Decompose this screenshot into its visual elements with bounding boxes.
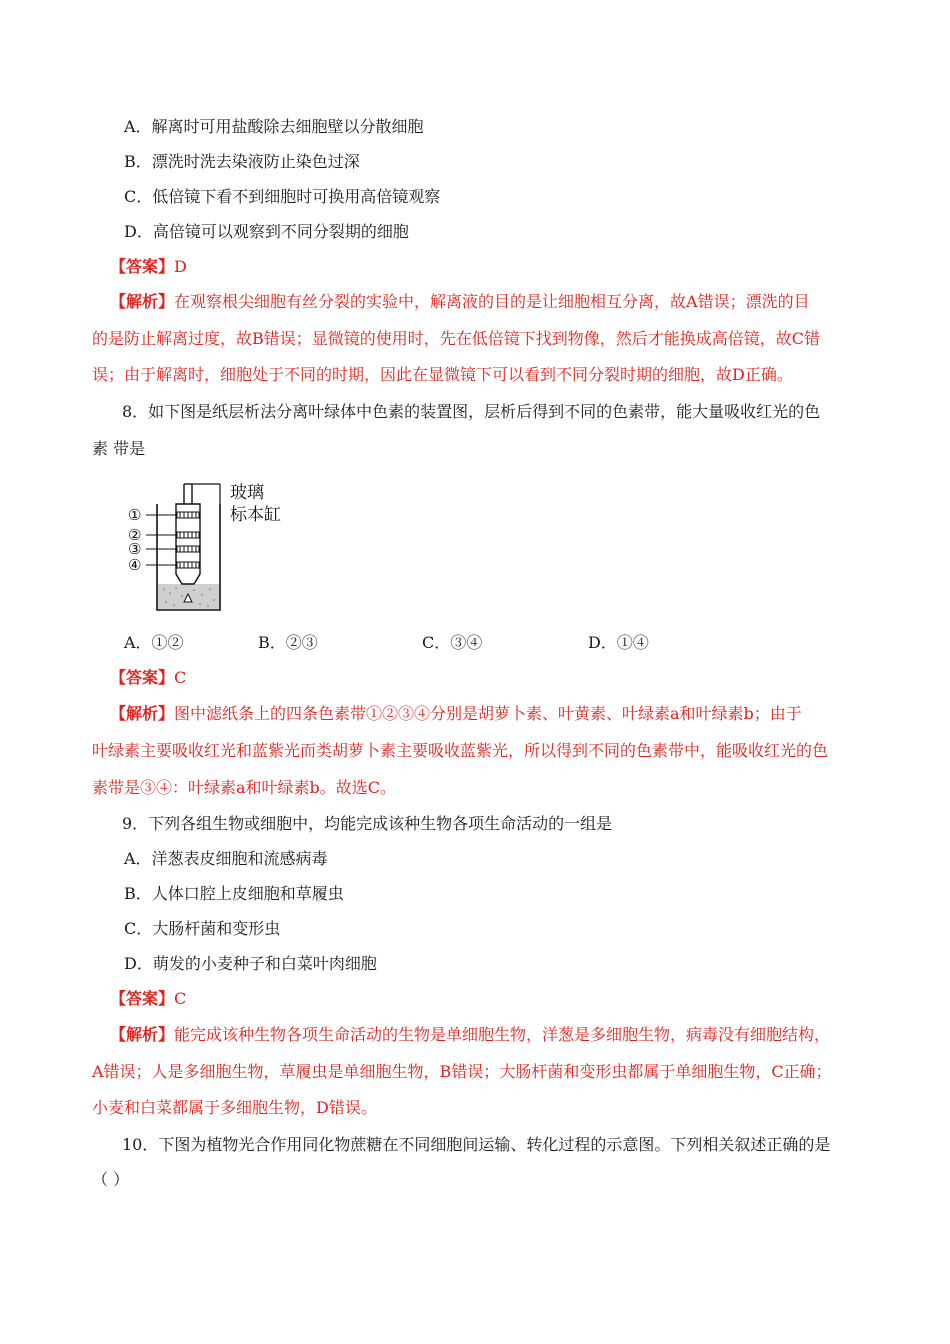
q7-option-d: D．高倍镜可以观察到不同分裂期的细胞 (124, 222, 409, 241)
analysis-label: 【解析】 (110, 704, 175, 723)
q9-analysis-line-1 (110, 1024, 830, 1046)
q9-analysis-line-3: 小麦和白菜都属于多细胞生物，D错误。 (92, 1098, 377, 1117)
analysis-text: 图中滤纸条上的四条色素带①②③④分别是胡萝卜素、叶黄素、叶绿素a和叶绿素b；由于 (174, 704, 802, 723)
jar-label-line-1: 玻璃 (230, 483, 264, 503)
q8-option-b: B．②③ (258, 633, 318, 652)
q7-answer (110, 256, 187, 278)
band-label-3: ③ (128, 540, 142, 558)
answer-label: 【答案】 (110, 257, 175, 276)
q9-option-c: C．大肠杆菌和变形虫 (124, 919, 281, 938)
answer-value: D (174, 257, 187, 276)
jar-label-line-2: 标本缸 (230, 505, 281, 525)
analysis-text: 在观察根尖细胞有丝分裂的实验中，解离液的目的是让细胞相互分离，故A错误；漂洗的目 (174, 292, 810, 311)
q7-option-b: B．漂洗时洗去染液防止染色过深 (124, 152, 360, 171)
q10-stem-line-1: 10．下图为植物光合作用同化物蔗糖在不同细胞间运输、转化过程的示意图。下列相关叙述正确的是 (122, 1135, 831, 1154)
answer-value: C (174, 989, 187, 1008)
answer-label: 【答案】 (110, 668, 175, 687)
q8-option-a: A．①② (124, 633, 184, 652)
q8-analysis-line-2: 叶绿素主要吸收红光和蓝紫光而类胡萝卜素主要吸收蓝紫光，所以得到不同的色素带中，能吸收红光的色 (92, 741, 829, 760)
q8-option-d: D．①④ (588, 633, 649, 652)
q9-analysis-line-2: A错误；人是多细胞生物，草履虫是单细胞生物，B错误；大肠杆菌和变形虫都属于单细胞生物，C正确； (92, 1062, 832, 1081)
pigment-band-3 (177, 546, 199, 552)
band-label-1: ① (128, 506, 142, 524)
q8-analysis-line-3: 素带是③④：叶绿素a和叶绿素b。故选C。 (92, 778, 397, 797)
pigment-band-4 (177, 562, 199, 568)
q7-analysis-line-3: 误；由于解离时，细胞处于不同的时期，因此在显微镜下可以看到不同分裂时期的细胞，故D正确。 (92, 365, 793, 384)
q8-stem-line-1: 8．如下图是纸层析法分离叶绿体中色素的装置图，层析后得到不同的色素带，能大量吸收红光的色 (122, 402, 821, 421)
answer-value: C (174, 668, 187, 687)
analysis-label: 【解析】 (110, 1025, 175, 1044)
band-label-2: ② (128, 526, 142, 544)
q7-option-a: A．解离时可用盐酸除去细胞壁以分散细胞 (124, 117, 424, 136)
q9-stem: 9．下列各组生物或细胞中，均能完成该种生物各项生命活动的一组是 (122, 814, 613, 833)
q9-option-d: D．萌发的小麦种子和白菜叶肉细胞 (124, 954, 377, 973)
q9-option-a: A．洋葱表皮细胞和流感病毒 (124, 849, 328, 868)
q7-analysis-line-2: 的是防止解离过度，故B错误；显微镜的使用时，先在低倍镜下找到物像，然后才能换成高倍镜，故C错 (92, 329, 821, 348)
answer-label: 【答案】 (110, 989, 175, 1008)
q8-stem-line-2: 素 带是 (92, 439, 146, 458)
q9-answer (110, 988, 186, 1010)
q9-option-b: B．人体口腔上皮细胞和草履虫 (124, 884, 344, 903)
pigment-band-1 (177, 512, 199, 518)
q8-answer (110, 667, 186, 689)
q8-option-c: C．③④ (422, 633, 483, 652)
q8-analysis-line-1 (110, 703, 802, 725)
q10-stem-line-2: （ ） (92, 1170, 130, 1189)
chromatography-apparatus-diagram (124, 474, 324, 614)
pigment-band-2 (177, 532, 199, 538)
q7-option-c: C．低倍镜下看不到细胞时可换用高倍镜观察 (124, 187, 441, 206)
q7-analysis-line-1 (110, 291, 810, 313)
band-label-4: ④ (128, 556, 142, 574)
analysis-label: 【解析】 (110, 292, 175, 311)
analysis-text: 能完成该种生物各项生命活动的生物是单细胞生物，洋葱是多细胞生物，病毒没有细胞结构， (174, 1025, 831, 1044)
